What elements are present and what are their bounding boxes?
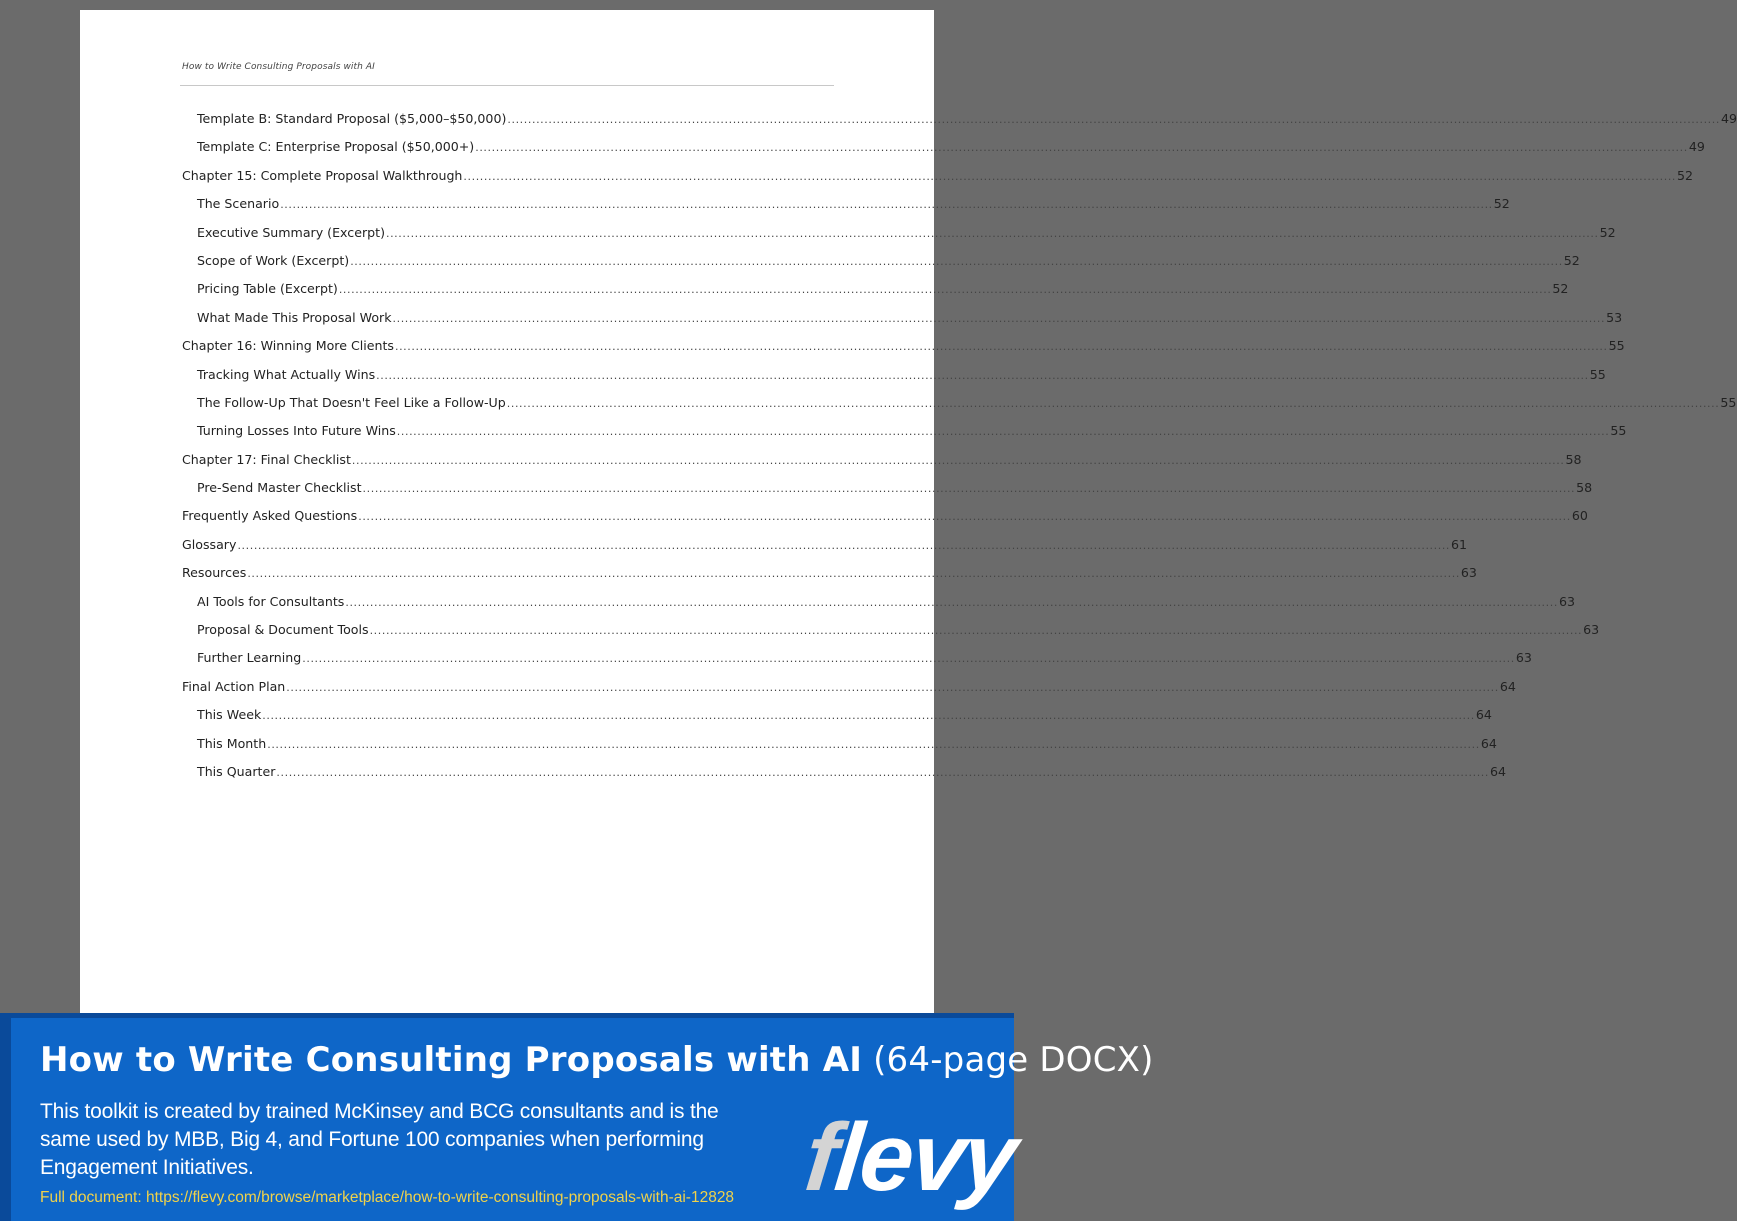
toc-entry-page: 63 — [1515, 650, 1532, 666]
toc-entry-title: Tracking What Actually Wins — [197, 366, 376, 382]
toc-entry-page: 55 — [1720, 394, 1737, 410]
toc-entry[interactable] — [182, 650, 1532, 678]
toc-entry-title: AI Tools for Consultants — [197, 593, 345, 609]
header-divider — [180, 85, 834, 86]
toc-entry[interactable] — [182, 224, 1616, 253]
banner-title — [40, 1040, 1154, 1080]
banner-description: This toolkit is created by trained McKinsey and BCG consultants and is the same used by MBB, Big 4, and Fortune 100 companies when performing Engagement Initiatives. — [40, 1100, 719, 1179]
toc-entry[interactable] — [182, 139, 1705, 167]
toc-entry-page: 64 — [1499, 678, 1516, 694]
toc-entry-title: Template B: Standard Proposal ($5,000–$50,000) — [197, 111, 507, 126]
toc-entry[interactable] — [182, 252, 1580, 281]
promo-banner — [0, 1013, 1154, 1221]
toc-entry-page: 55 — [1589, 366, 1606, 382]
toc-entry[interactable] — [182, 678, 1516, 707]
toc-dot-leader — [339, 283, 1552, 296]
toc-dot-leader — [475, 141, 1688, 154]
toc-dot-leader — [397, 425, 1610, 438]
toc-entry-title: Turning Losses Into Future Wins — [197, 423, 396, 439]
toc-dot-leader — [267, 738, 1480, 751]
toc-entry-title: Further Learning — [197, 650, 302, 666]
toc-entry-title: Pre-Send Master Checklist — [197, 480, 362, 496]
toc-entry[interactable] — [182, 167, 1694, 196]
banner-title-main: How to Write Consulting Proposals with AI — [40, 1040, 863, 1080]
toc-dot-leader — [393, 312, 1606, 325]
toc-entry-page: 64 — [1480, 735, 1497, 751]
toc-dot-leader — [463, 170, 1676, 183]
toc-entry[interactable] — [182, 196, 1510, 224]
toc-entry-page: 49 — [1688, 139, 1705, 155]
toc-entry-title: The Follow-Up That Doesn't Feel Like a Follow-Up — [197, 394, 506, 410]
toc-entry-page: 63 — [1558, 593, 1575, 609]
toc-entry-page: 52 — [1563, 252, 1580, 268]
toc-entry[interactable] — [182, 423, 1627, 451]
toc-entry[interactable] — [182, 366, 1606, 395]
toc-entry[interactable] — [182, 338, 1625, 366]
toc-entry[interactable] — [182, 480, 1593, 508]
toc-entry-title: Template C: Enterprise Proposal ($50,000+) — [197, 139, 475, 155]
toc-dot-leader — [376, 369, 1589, 382]
toc-entry-page: 55 — [1608, 338, 1625, 354]
toc-entry-page: 63 — [1583, 622, 1600, 638]
toc-entry[interactable] — [182, 111, 1737, 139]
toc-entry-title: Proposal & Document Tools — [197, 622, 369, 638]
toc-entry-title: Executive Summary (Excerpt) — [197, 224, 385, 240]
toc-entry-page: 61 — [1451, 536, 1468, 552]
toc-dot-leader — [352, 454, 1565, 467]
toc-entry-title: Frequently Asked Questions — [182, 508, 358, 524]
toc-entry-page: 60 — [1571, 508, 1588, 524]
toc-dot-leader — [507, 397, 1720, 410]
toc-dot-leader — [507, 113, 1720, 126]
toc-entry[interactable] — [182, 309, 1623, 338]
toc-entry[interactable] — [182, 593, 1575, 622]
toc-dot-leader — [276, 766, 1489, 779]
promo-banner-panel — [11, 1018, 1154, 1221]
toc-entry-title: This Quarter — [197, 763, 276, 779]
toc-entry-title: Pricing Table (Excerpt) — [197, 281, 338, 297]
toc-entry-title: Glossary — [182, 536, 237, 552]
toc-entry-title: Final Action Plan — [182, 678, 286, 694]
toc-entry-title: The Scenario — [197, 196, 280, 212]
toc-entry[interactable] — [182, 763, 1507, 792]
toc-entry-page: 52 — [1552, 281, 1569, 297]
toc-entry-title: This Month — [197, 735, 267, 751]
toc-entry-page: 63 — [1460, 565, 1477, 581]
toc-dot-leader — [386, 227, 1599, 240]
running-header: How to Write Consulting Proposals with AI — [182, 62, 375, 72]
document-link[interactable]: Full document: https://flevy.com/browse/marketplace/how-to-write-consulting-proposals-with-ai-12828 — [40, 1189, 735, 1206]
toc-entry[interactable] — [182, 451, 1582, 480]
toc-entry-title: What Made This Proposal Work — [197, 309, 392, 325]
toc-entry-title: This Week — [197, 707, 262, 723]
toc-dot-leader — [363, 482, 1576, 495]
toc-entry-title: Chapter 17: Final Checklist — [182, 451, 351, 467]
toc-dot-leader — [370, 624, 1583, 637]
toc-dot-leader — [262, 709, 1475, 722]
logo-letters-rest: levy — [830, 1104, 1021, 1211]
toc-dot-leader — [286, 681, 1499, 694]
toc-dot-leader — [358, 510, 1571, 523]
toc-entry-page: 64 — [1475, 707, 1492, 723]
toc-entry[interactable] — [182, 508, 1588, 536]
toc-dot-leader — [350, 255, 1563, 268]
toc-entry-title: Resources — [182, 565, 247, 581]
toc-entry-page: 64 — [1490, 763, 1507, 779]
toc-dot-leader — [345, 596, 1558, 609]
toc-entry[interactable] — [182, 622, 1600, 650]
toc-dot-leader — [280, 198, 1493, 211]
toc-entry-page: 58 — [1565, 451, 1582, 467]
toc-dot-leader — [237, 539, 1450, 552]
toc-entry-page: 52 — [1599, 224, 1616, 240]
toc-entry-title: Scope of Work (Excerpt) — [197, 252, 350, 268]
flevy-logo[interactable] — [800, 1104, 1021, 1211]
toc-dot-leader — [395, 340, 1608, 353]
toc-entry-page: 52 — [1493, 196, 1510, 212]
toc-entry-title: Chapter 16: Winning More Clients — [182, 338, 394, 354]
toc-entry-page: 55 — [1610, 423, 1627, 439]
logo-letter-f: f — [800, 1104, 842, 1211]
toc-entry[interactable] — [182, 707, 1492, 735]
banner-title-suffix: (64-page DOCX) — [873, 1040, 1154, 1080]
toc-dot-leader — [247, 567, 1460, 580]
toc-entry[interactable] — [182, 565, 1477, 593]
toc-dot-leader — [302, 652, 1515, 665]
toc-entry[interactable] — [182, 536, 1468, 565]
toc-entry[interactable] — [182, 394, 1737, 423]
table-of-contents — [182, 111, 1737, 792]
toc-entry-page: 52 — [1677, 167, 1694, 183]
toc-entry-page: 58 — [1576, 480, 1593, 496]
toc-entry-title: Chapter 15: Complete Proposal Walkthrough — [182, 167, 463, 183]
toc-entry[interactable] — [182, 281, 1569, 309]
toc-entry-page: 49 — [1720, 111, 1737, 126]
document-page — [80, 10, 1737, 1013]
toc-entry-page: 53 — [1606, 309, 1623, 325]
toc-entry[interactable] — [182, 735, 1497, 764]
